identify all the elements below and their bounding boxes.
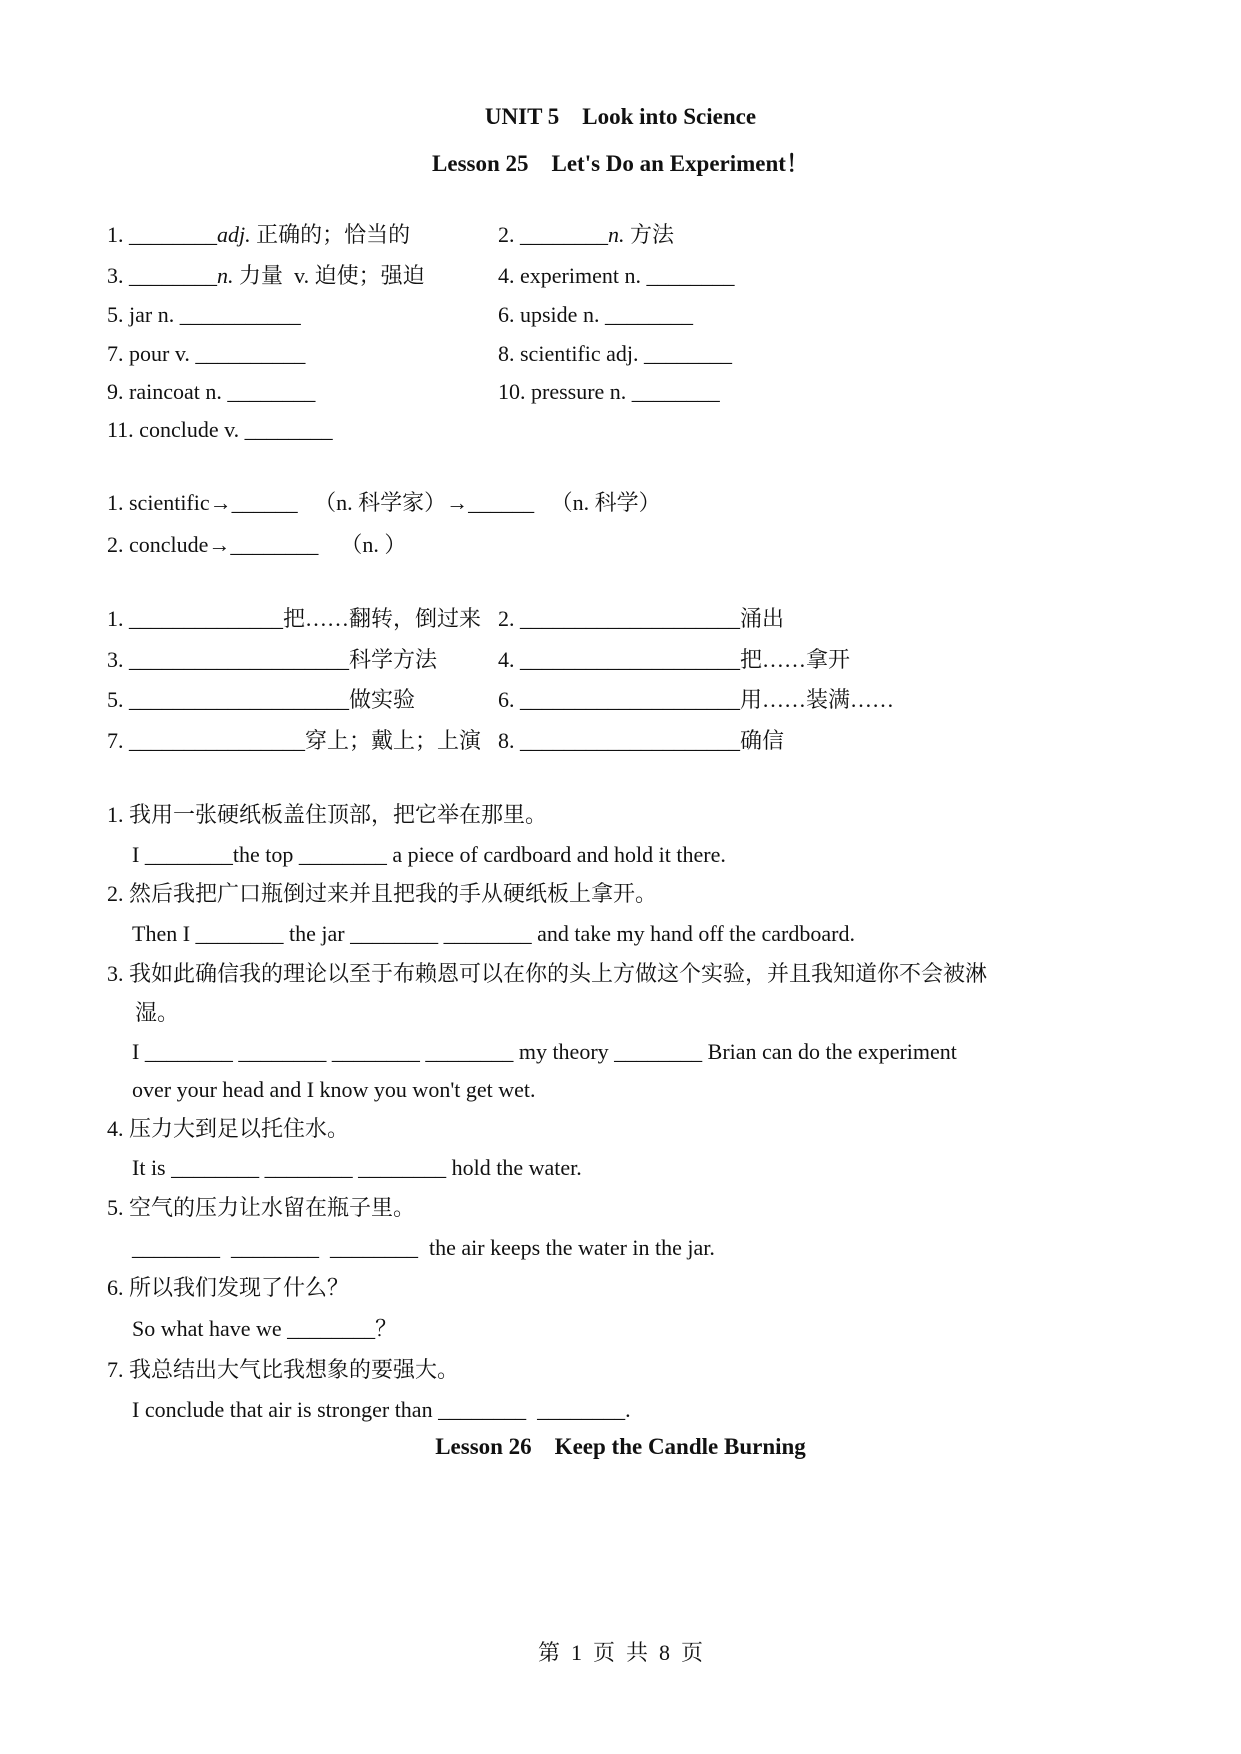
sentence-prompt-4: 4. 压力大到足以托住水。 xyxy=(107,1116,350,1141)
sentence-prompt-5: 5. 空气的压力让水留在瓶子里。 xyxy=(107,1195,416,1220)
word-form-1: 1. scientific→______ （n. 科学家）→______ （n. 科学） xyxy=(107,490,661,515)
sentence-answer-3-cont: over your head and I know you won't get wet. xyxy=(132,1077,536,1102)
vocab-item-10: 10. pressure n. ________ xyxy=(498,379,720,404)
sentence-prompt-3-cont: 湿。 xyxy=(135,1000,180,1025)
sentence-answer-6: So what have we ________？ xyxy=(132,1316,398,1341)
sentence-prompt-6: 6. 所以我们发现了什么？ xyxy=(107,1275,350,1300)
vocab-item-4: 4. experiment n. ________ xyxy=(498,263,735,288)
phrase-item-3: 3. ____________________科学方法 xyxy=(107,647,438,672)
vocab-item-5: 5. jar n. ___________ xyxy=(107,302,301,327)
sentence-answer-7: I conclude that air is stronger than ________ ________. xyxy=(132,1397,631,1422)
sentence-answer-3: I ________ ________ ________ ________ my theory ________ Brian can do the experiment xyxy=(132,1039,957,1064)
vocab-item-7: 7. pour v. __________ xyxy=(107,341,306,366)
vocab-item-2: 2. ________n. 方法 xyxy=(498,222,675,247)
vocab-item-3: 3. ________n. 力量 v. 迫使；强迫 xyxy=(107,263,425,288)
vocab-item-9: 9. raincoat n. ________ xyxy=(107,379,316,404)
phrase-item-1: 1. ______________把……翻转，倒过来 xyxy=(107,606,482,631)
sentence-prompt-3: 3. 我如此确信我的理论以至于布赖恩可以在你的头上方做这个实验，并且我知道你不会被淋 xyxy=(107,961,988,986)
vocab-item-6: 6. upside n. ________ xyxy=(498,302,693,327)
phrase-item-8: 8. ____________________确信 xyxy=(498,728,785,753)
vocab-item-11: 11. conclude v. ________ xyxy=(107,417,333,442)
lesson-title: Lesson 25 Let's Do an Experiment！ xyxy=(432,151,809,176)
sentence-answer-5: ________ ________ ________ the air keeps the water in the jar. xyxy=(132,1235,715,1260)
vocab-item-8: 8. scientific adj. ________ xyxy=(498,341,733,366)
sentence-answer-1: I ________the top ________ a piece of cardboard and hold it there. xyxy=(132,842,726,867)
sentence-answer-2: Then I ________ the jar ________ ________ and take my hand off the cardboard. xyxy=(132,921,855,946)
phrase-item-5: 5. ____________________做实验 xyxy=(107,687,416,712)
vocab-item-1: 1. ________adj. 正确的；恰当的 xyxy=(107,222,411,247)
sentence-prompt-1: 1. 我用一张硬纸板盖住顶部，把它举在那里。 xyxy=(107,802,548,827)
sentence-answer-4: It is ________ ________ ________ hold the water. xyxy=(132,1155,582,1180)
phrase-item-4: 4. ____________________把……拿开 xyxy=(498,647,851,672)
page-footer: 第 1 页 共 8 页 xyxy=(537,1640,703,1665)
word-form-2: 2. conclude→________ （n. ） xyxy=(107,532,407,557)
phrase-item-6: 6. ____________________用……装满…… xyxy=(498,687,895,712)
sentence-prompt-2: 2. 然后我把广口瓶倒过来并且把我的手从硬纸板上拿开。 xyxy=(107,881,658,906)
phrase-item-7: 7. ________________穿上；戴上；上演 xyxy=(107,728,482,753)
unit-title: UNIT 5 Look into Science xyxy=(484,104,757,129)
sentence-prompt-7: 7. 我总结出大气比我想象的要强大。 xyxy=(107,1357,460,1382)
next-lesson-title: Lesson 26 Keep the Candle Burning xyxy=(435,1434,806,1459)
phrase-item-2: 2. ____________________涌出 xyxy=(498,606,785,631)
